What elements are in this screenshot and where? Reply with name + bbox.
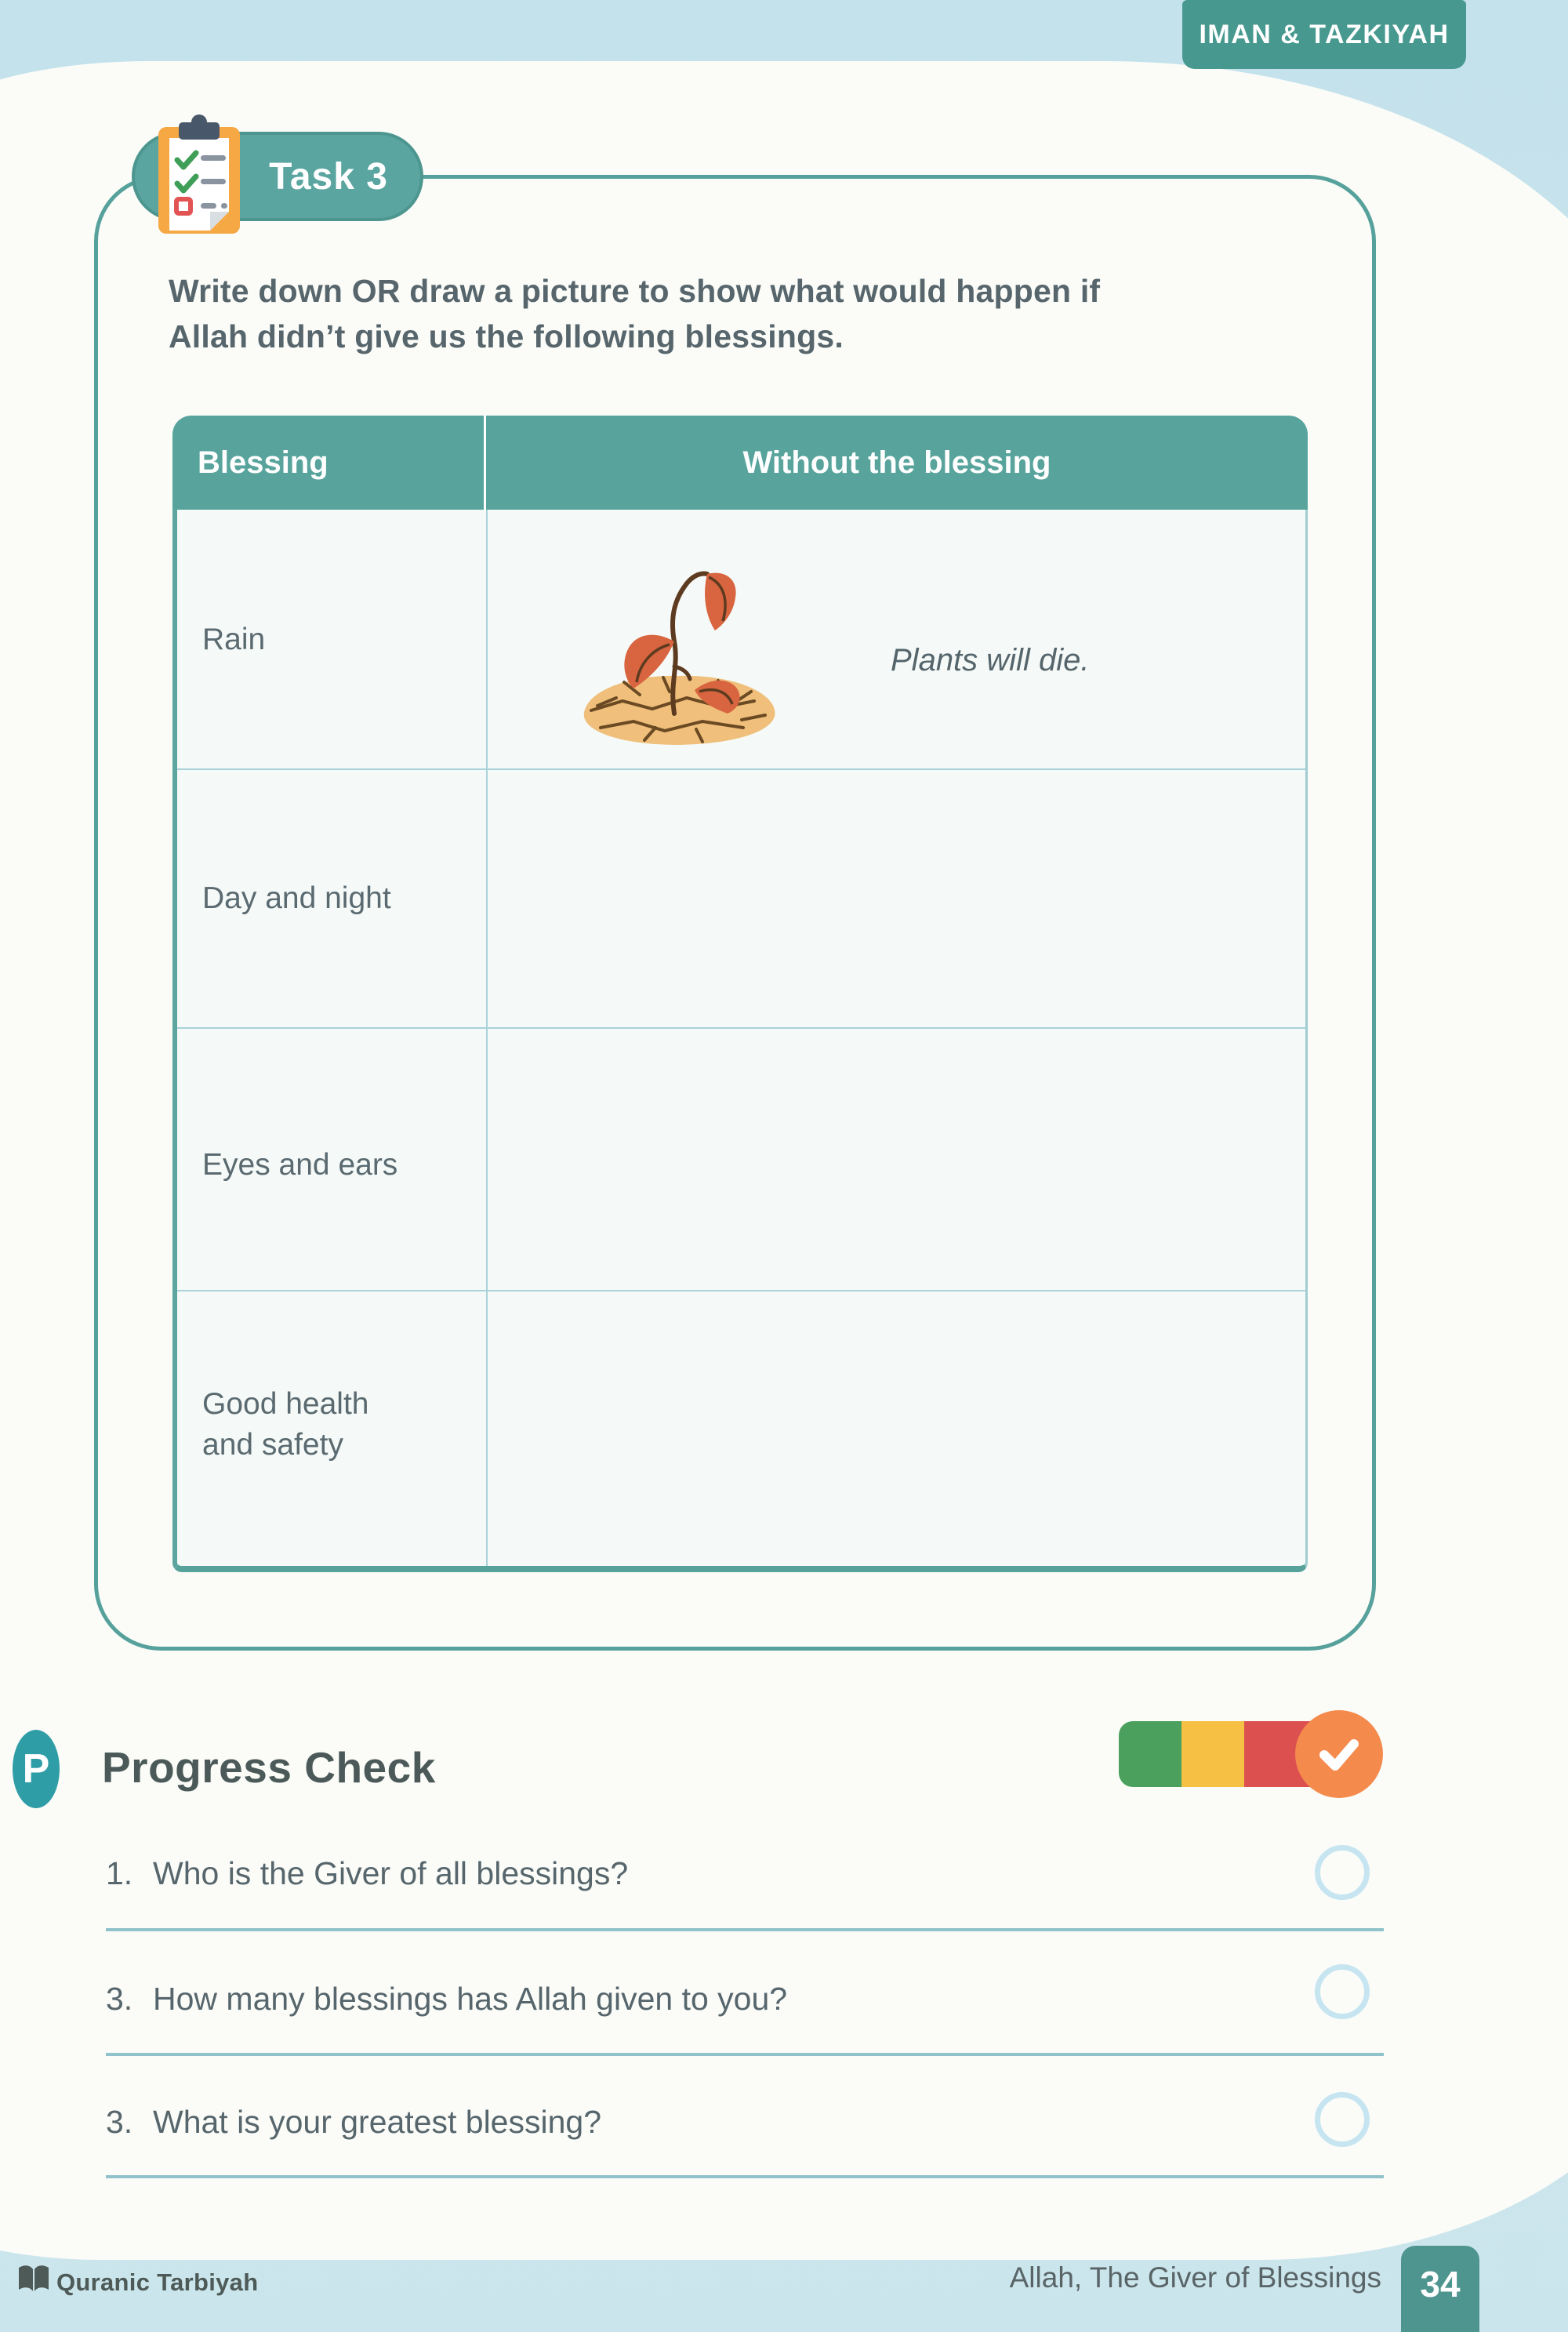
check-icon	[1313, 1728, 1365, 1780]
answer-cell-day-and-night[interactable]	[488, 770, 1305, 1026]
question-2-answer-line[interactable]	[106, 2053, 1384, 2056]
question-1-number: 1.	[106, 1855, 133, 1891]
question-3-answer-line[interactable]	[106, 2175, 1384, 2178]
header-blessing: Blessing	[198, 445, 328, 480]
progress-segment-yellow	[1181, 1721, 1244, 1787]
row-label-day-and-night: Day and night	[202, 881, 391, 915]
task-badge-label: Task 3	[269, 155, 388, 198]
p-badge-letter: P	[22, 1746, 50, 1792]
task-instruction	[169, 268, 1313, 359]
question-3-text: What is your greatest blessing?	[153, 2104, 601, 2140]
brand-name: Quranic Tarbiyah	[56, 2268, 259, 2296]
blessings-table	[172, 416, 1308, 1572]
traffic-light-progress-bar	[1119, 1721, 1311, 1787]
question-2	[106, 1981, 1243, 2018]
rain-answer-text: Plants will die.	[891, 643, 1090, 677]
question-2-self-check-circle[interactable]	[1315, 1964, 1370, 2019]
unit-badge	[1182, 0, 1466, 69]
row-label-eyes-and-ears: Eyes and ears	[202, 1148, 398, 1182]
instruction-line-2: Allah didn’t give us the following blessings.	[169, 318, 844, 354]
header-without-blessing: Without the blessing	[484, 416, 1308, 510]
open-book-icon	[17, 2265, 50, 2294]
table-header-row	[172, 416, 1308, 510]
row-label-rain: Rain	[202, 623, 266, 656]
question-1-text: Who is the Giver of all blessings?	[153, 1855, 629, 1891]
chapter-title: Allah, The Giver of Blessings	[1009, 2261, 1381, 2294]
p-circle-icon	[13, 1730, 60, 1808]
question-2-number: 3.	[106, 1981, 133, 2017]
instruction-line-1: Write down OR draw a picture to show what would happen if	[169, 273, 1101, 309]
question-3-self-check-circle[interactable]	[1315, 2092, 1370, 2147]
page-number-tab	[1401, 2246, 1479, 2332]
table-body	[172, 510, 1308, 1572]
unit-badge-label: IMAN & TAZKIYAH	[1199, 19, 1450, 49]
clipboard-checklist-icon	[155, 114, 243, 237]
question-1-answer-line[interactable]	[106, 1928, 1384, 1931]
question-2-text: How many blessings has Allah given to you?	[153, 1981, 788, 2017]
answer-cell-good-health[interactable]	[488, 1291, 1305, 1566]
question-1	[106, 1855, 1243, 1892]
question-3	[106, 2104, 1243, 2141]
progress-segment-green	[1119, 1721, 1181, 1787]
page-number: 34	[1420, 2264, 1461, 2305]
question-1-self-check-circle[interactable]	[1315, 1845, 1370, 1900]
row-label-good-health: Good health and safety	[202, 1387, 369, 1462]
orange-check-circle-icon	[1295, 1710, 1383, 1798]
question-3-number: 3.	[106, 2104, 133, 2140]
answer-cell-eyes-and-ears[interactable]	[488, 1029, 1305, 1288]
dead-plant-illustration	[569, 549, 789, 757]
progress-check-title: Progress Check	[102, 1743, 436, 1792]
